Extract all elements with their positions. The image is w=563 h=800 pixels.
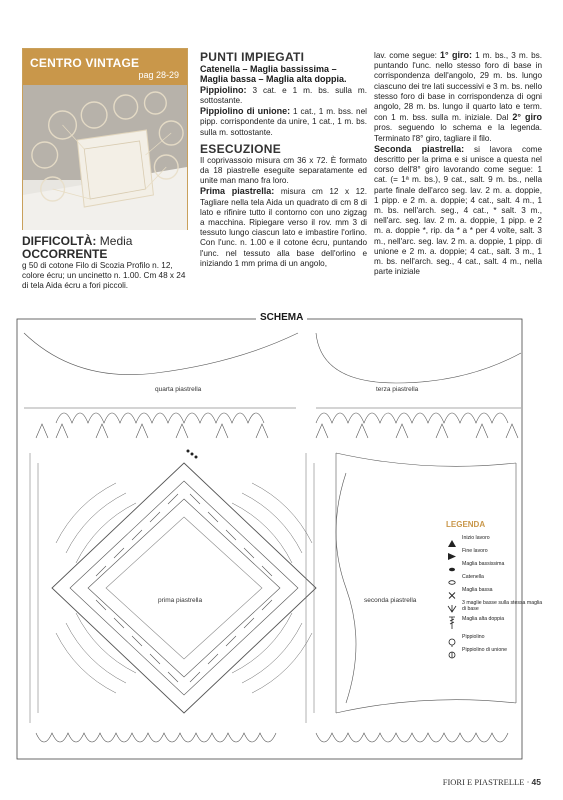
page-footer — [443, 777, 541, 787]
legend-item: Pippiolino — [446, 634, 546, 643]
project-header — [22, 48, 188, 230]
start-arrow-icon — [446, 535, 458, 544]
double-treble-icon — [446, 616, 458, 630]
giro2-text: pros. seguendo lo schema e la legenda. Terminato l'8° giro, tagliare il filo. — [374, 123, 542, 143]
schema-title: SCHEMA — [256, 312, 307, 323]
project-photo — [23, 85, 187, 230]
label-terza: terza piastrella — [376, 386, 419, 393]
single-crochet-icon — [446, 587, 458, 596]
legend-title: LEGENDA — [446, 520, 486, 529]
pippiolino-paragraph — [200, 85, 367, 106]
difficulty-label: DIFFICOLTÀ: — [22, 234, 97, 248]
unione-text: 1 cat., 1 m. bss. nel pipp. corrispondente da unire, 1 cat., 1 m. bs. sulla m. sottostante. — [200, 107, 367, 137]
giro1-text: 1 m. bs., 3 m. bs. puntando l'unc. nello stesso foro di base in corrispondenza dell'angolo, 29 m. bs. lungo ciascuno dei tre lati successivi e 3 m. bs. nello stesso foro di base in corrispondenza di ogni angolo, 28 m. bs. lungo il quarto lato e term. con 1 m. bss. sulla m. iniziale. Dal — [374, 51, 543, 123]
esecuzione-title: ESECUZIONE — [200, 141, 282, 156]
end-arrow-icon — [446, 548, 458, 557]
middle-column — [200, 50, 367, 269]
materials-text: g 50 di cotone Filo di Scozia Profilo n. 12, colore écru; un uncinetto n. 1.00. Cm 48 x 24 di tela Aida écru a fori piccoli. — [22, 261, 186, 291]
unione-paragraph — [200, 106, 367, 138]
difficulty-value: Media — [99, 234, 133, 248]
legend — [446, 520, 546, 660]
footer-section: FIORI E PIASTRELLE — [442, 777, 525, 787]
punti-list: Catenella – Maglia bassissima – Maglia bassa – Maglia alta doppia. — [200, 64, 347, 85]
title-band — [23, 49, 187, 85]
pippiolino-text: 3 cat. e 1 m. bs. sulla m. sottostante. — [200, 85, 367, 106]
label-quarta: quarta piastrella — [155, 386, 202, 393]
seconda-text: si lavora come descritto per la prima e si unisce a questa nel corso dell'8° giro lavorando come segue: 1 cat. (= 1ª m. bs.), 9 cat., salt. 9 m. bs., nella parte finale dell'arco seg. lav. 2 m. a. doppie, 1 pipp. e 2 m. a. doppie; 4 cat., salt. 4 m., 1 m. bs. nell'arch. seg., 4 cat., * salt. 3 m., nell'arc. seg. lav. 2 m. a. doppie, 1 pipp. e 2 m. a. doppie *, rip. da * a * per 4 volte, salt. 3 m., nell'arc. seg. lav. 2 m. a. doppie, 1 pipp. di unione e 2 m. a. doppie; 4 cat., salt. 3 m., 1 m. bs. nell'arch. seg., 4 cat., salt. 4 m., nella parte iniziale — [374, 144, 542, 277]
label-prima: prima piastrella — [158, 597, 203, 604]
three-sc-same-base-icon — [446, 600, 458, 609]
prima-text: misura cm 12 x 12. Tagliare nella tela Aida un quadrato di cm 8 di lato e rifinire tutto il contorno con uno zigzag a macchina. Ripiegare verso il rov. mm 3 di tessuto lungo ciascun lato e imbastire l'orlino. Con l'unc. n. 1.00 e il cotone écru, puntando l'unc. nel tessuto alla base dell'orlino e iniziando 1 mm prima di un angolo, — [200, 187, 368, 268]
label-seconda: seconda piastrella — [364, 597, 417, 604]
legend-item: Maglia bassa — [446, 587, 546, 596]
legend-item: Fine lavoro — [446, 548, 546, 557]
legend-item: 3 maglie basse sulla stessa maglia di base — [446, 600, 546, 612]
join-picot-icon — [446, 647, 458, 656]
prima-label: Prima piastrella: — [200, 186, 275, 197]
right-column — [374, 50, 542, 277]
legend-item: Catenella — [446, 574, 546, 583]
giro-intro: lav. come segue: — [374, 51, 437, 60]
giro2-label: 2° giro — [512, 112, 543, 123]
chain-icon — [446, 574, 458, 583]
footer-separator: · — [526, 777, 530, 787]
legend-item: Inizio lavoro — [446, 535, 546, 544]
materials-label: OCCORRENTE — [22, 247, 108, 261]
picot-icon — [446, 634, 458, 643]
page-number: 45 — [531, 777, 541, 787]
page-reference: pag 28-29 — [138, 70, 179, 80]
fan-row — [36, 424, 518, 438]
seconda-paragraph — [374, 144, 542, 278]
legend-item: Maglia alta doppia — [446, 616, 546, 630]
punti-title: PUNTI IMPIEGATI — [200, 50, 305, 64]
legend-item: Pippiolino di unione — [446, 647, 546, 656]
legend-item: Maglia bassissima — [446, 561, 546, 570]
pippiolino-label: Pippiolino: — [200, 84, 247, 95]
materials-block — [22, 235, 192, 292]
slip-stitch-icon — [446, 561, 458, 570]
seconda-label: Seconda piastrella: — [374, 143, 465, 154]
giro-paragraph — [374, 50, 542, 144]
unione-label: Pippiolino di unione: — [200, 106, 291, 117]
esecuzione-intro: Il coprivassoio misura cm 36 x 72. È formato da 18 piastrelle eseguite separatamente ed unite man mano fra loro. — [200, 155, 367, 186]
project-title: CENTRO VINTAGE — [30, 56, 140, 70]
giro1-label: 1° giro: — [440, 50, 472, 60]
doily-photo-illustration — [23, 85, 187, 230]
prima-paragraph — [200, 186, 367, 269]
